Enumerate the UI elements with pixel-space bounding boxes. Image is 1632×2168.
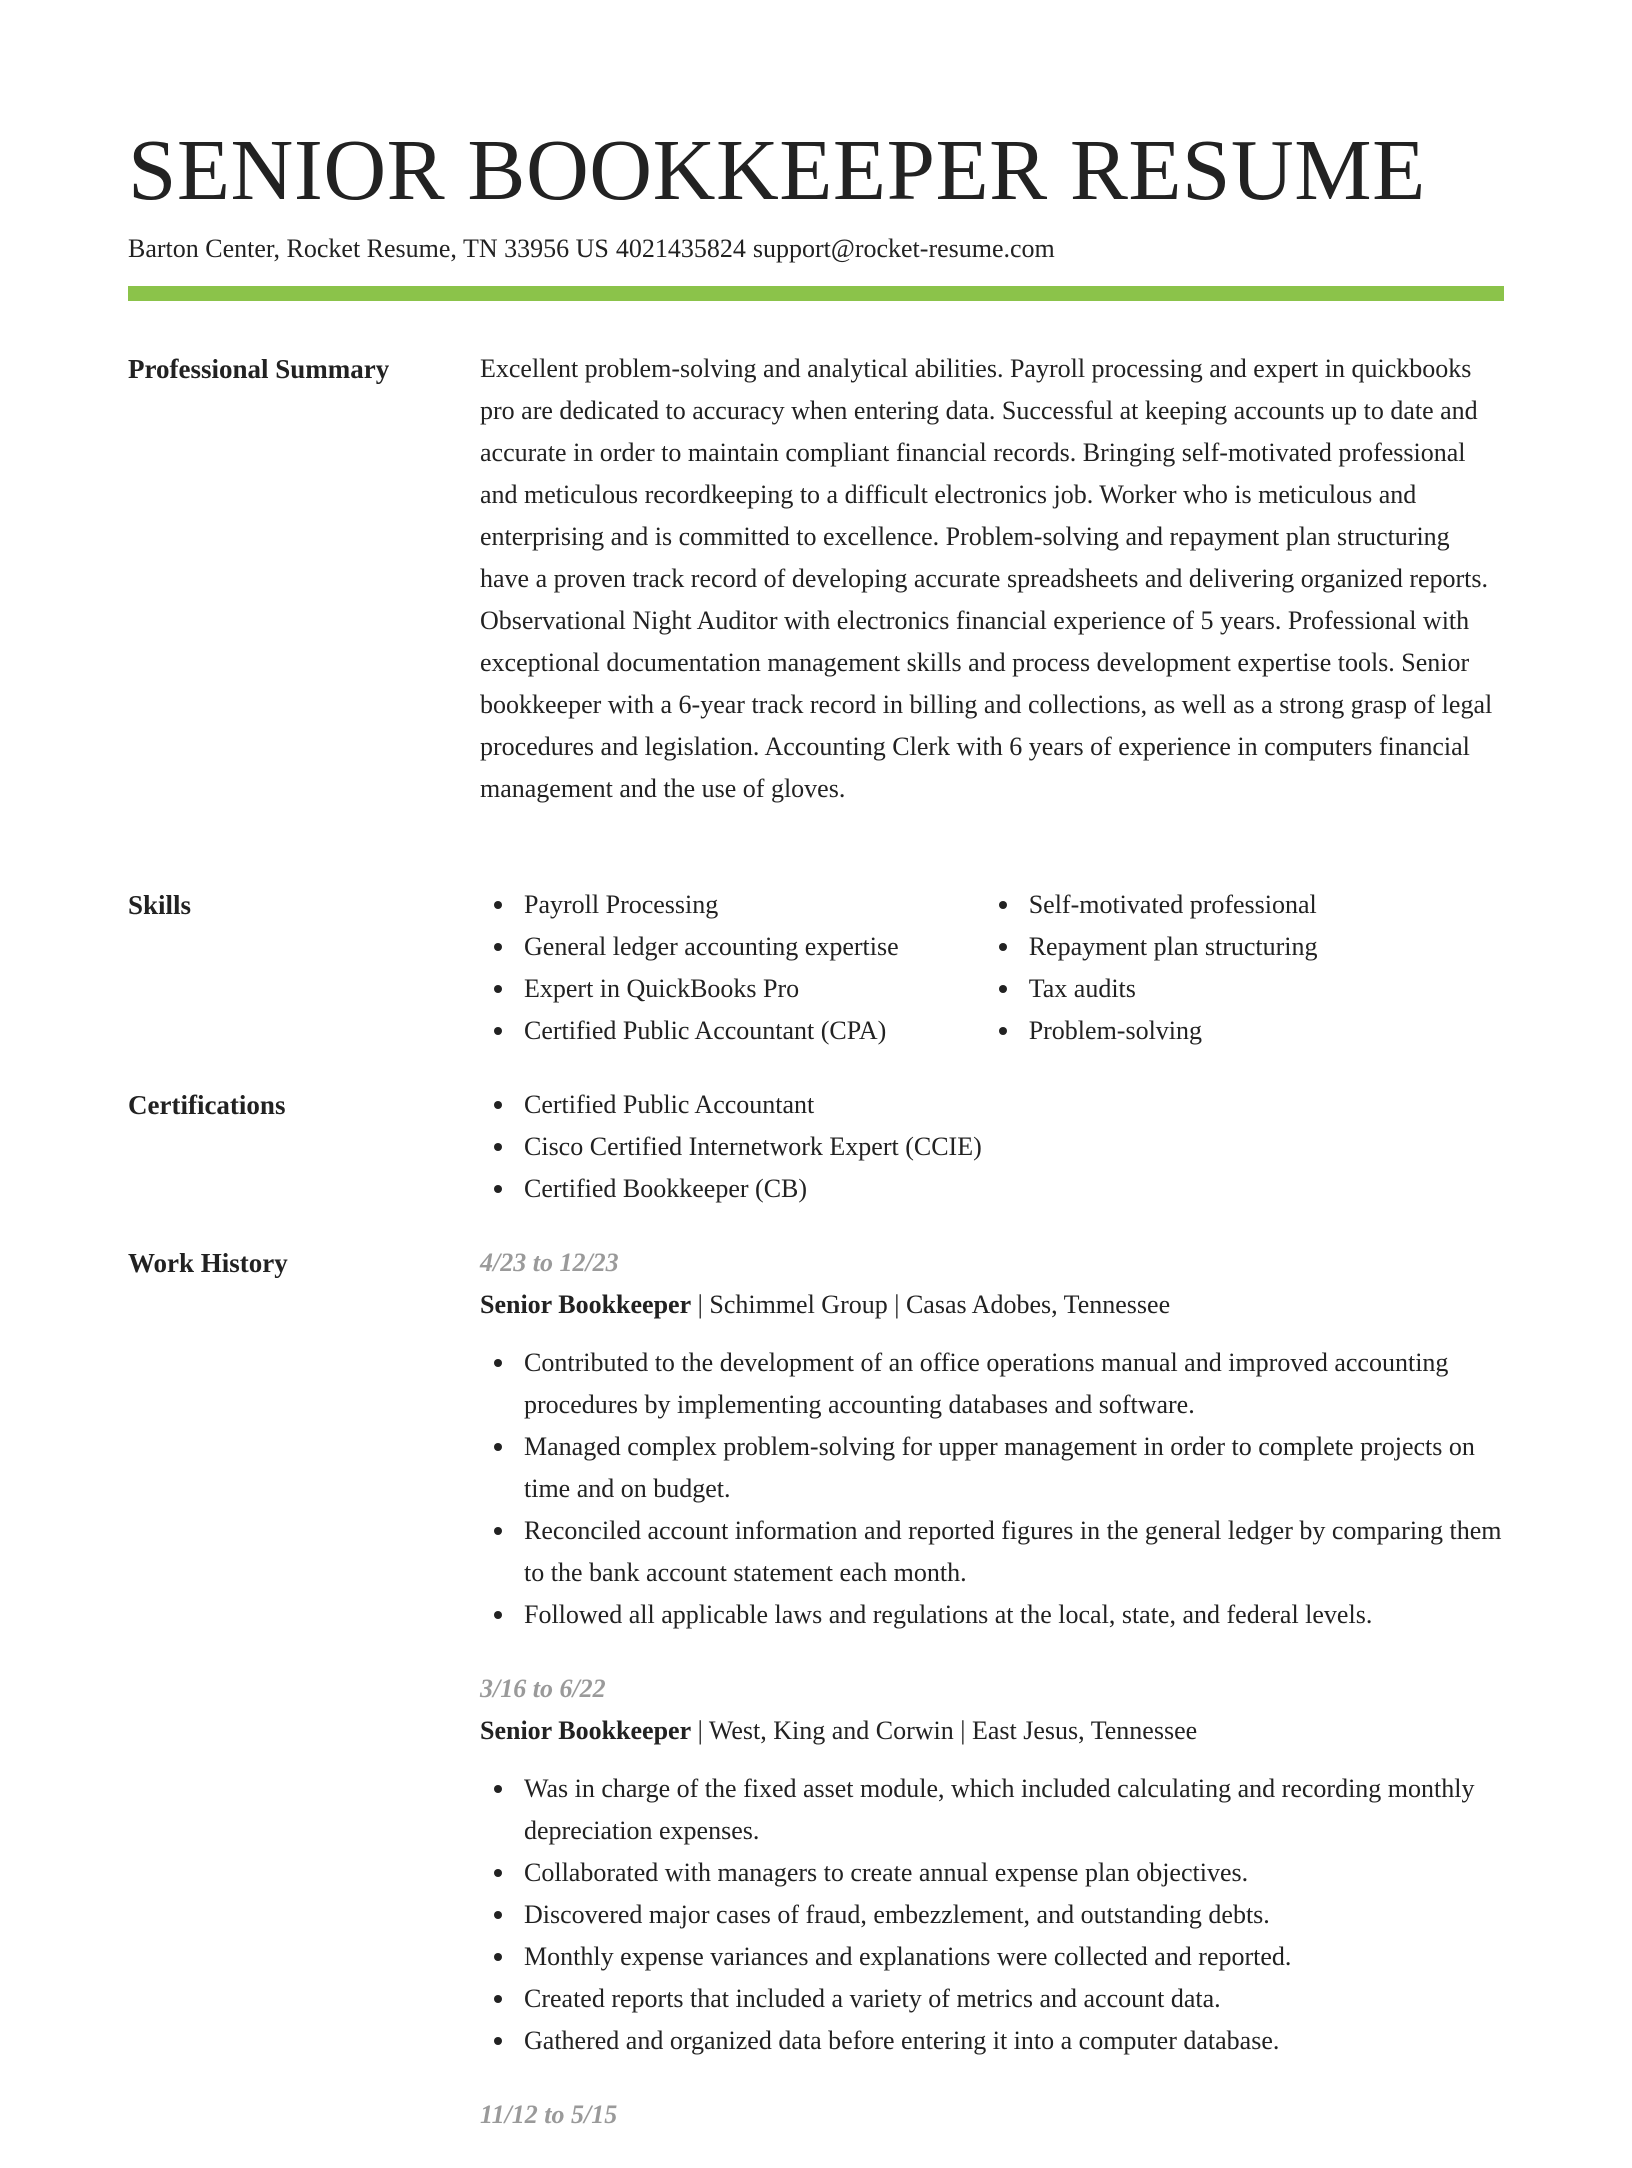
skill-item: Repayment plan structuring <box>1029 926 1504 968</box>
certifications-ul <box>480 1084 1504 1210</box>
certification-item: Certified Public Accountant <box>524 1084 1504 1126</box>
job-title: Senior Bookkeeper <box>480 1290 692 1319</box>
job-bullet: Gathered and organized data before entering it into a computer database. <box>524 2020 1504 2062</box>
skill-item: Certified Public Accountant (CPA) <box>524 1010 985 1052</box>
skill-item: Expert in QuickBooks Pro <box>524 968 985 1010</box>
job-dates: 11/12 to 5/15 <box>480 2100 618 2129</box>
contact-address: Barton Center, Rocket Resume, TN 33956 US <box>128 234 609 263</box>
skill-item: Problem-solving <box>1029 1010 1504 1052</box>
job-entry <box>480 2094 1504 2136</box>
certification-item: Certified Bookkeeper (CB) <box>524 1168 1504 1210</box>
summary-text: Excellent problem-solving and analytical abilities. Payroll processing and expert in quickbooks pro are dedicated to accuracy when entering data. Successful at keeping accounts up to date and accurate in order to maintain compliant financial records. Bringing self-motivated professional and meticulous recordkeeping to a difficult electronics job. Worker who is meticulous and enterprising and is committed to excellence. Problem-solving and repayment plan structuring have a proven track record of developing accurate spreadsheets and delivering organized reports. Observational Night Auditor with electronics financial experience of 5 years. Professional with exceptional documentation management skills and process development expertise tools. Senior bookkeeper with a 6-year track record in billing and collections, as well as a strong grasp of legal procedures and legislation. Accounting Clerk with 6 years of experience in computers financial management and the use of gloves. <box>480 354 1493 803</box>
skill-item: Payroll Processing <box>524 884 985 926</box>
job-bullet: Discovered major cases of fraud, embezzlement, and outstanding debts. <box>524 1894 1504 1936</box>
job-bullets <box>480 1342 1504 1636</box>
contact-line <box>128 233 1055 265</box>
job-bullet: Created reports that included a variety of metrics and account data. <box>524 1978 1504 2020</box>
job-bullet: Followed all applicable laws and regulations at the local, state, and federal levels. <box>524 1594 1504 1636</box>
work-history-heading: Work History <box>128 1248 288 1278</box>
skill-item: General ledger accounting expertise <box>524 926 985 968</box>
certifications-heading: Certifications <box>128 1090 286 1120</box>
job-location: Casas Adobes, Tennessee <box>905 1290 1171 1319</box>
work-history-body <box>480 1242 1504 2168</box>
job-bullet: Managed complex problem-solving for upper management in order to complete projects on time and on budget. <box>524 1426 1504 1510</box>
certification-item: Cisco Certified Internetwork Expert (CCIE) <box>524 1126 1504 1168</box>
skill-item: Tax audits <box>1029 968 1504 1010</box>
job-entry <box>480 1668 1504 2062</box>
job-bullet: Contributed to the development of an office operations manual and improved accounting procedures by implementing accounting databases and software. <box>524 1342 1504 1426</box>
job-bullet: Collaborated with managers to create annual expense plan objectives. <box>524 1852 1504 1894</box>
job-bullet: Was in charge of the fixed asset module, which included calculating and recording monthly depreciation expenses. <box>524 1768 1504 1852</box>
job-bullet: Monthly expense variances and explanations were collected and reported. <box>524 1936 1504 1978</box>
job-bullet: Reconciled account information and reported figures in the general ledger by comparing them to the bank account statement each month. <box>524 1510 1504 1594</box>
resume-title: SENIOR BOOKKEEPER RESUME <box>128 121 1426 218</box>
skills-heading: Skills <box>128 890 192 920</box>
summary-body <box>480 348 1504 810</box>
contact-phone: 4021435824 <box>615 234 746 263</box>
job-bullets <box>480 1768 1504 2062</box>
job-company: West, King and Corwin <box>708 1716 954 1745</box>
job-title: Senior Bookkeeper <box>480 1716 692 1745</box>
skill-item: Self-motivated professional <box>1029 884 1504 926</box>
job-entry <box>480 1242 1504 1636</box>
job-company: Schimmel Group <box>709 1290 888 1319</box>
job-title-line: Senior Bookkeeper | Schimmel Group | Casas Adobes, Tennessee <box>480 1290 1171 1319</box>
skills-column-2 <box>985 884 1504 1052</box>
job-dates: 3/16 to 6/22 <box>480 1674 606 1703</box>
skills-list <box>480 884 1504 1052</box>
summary-heading: Professional Summary <box>128 354 390 384</box>
job-title-line: Senior Bookkeeper | West, King and Corwin | East Jesus, Tennessee <box>480 1716 1198 1745</box>
header-divider <box>128 286 1504 301</box>
job-dates: 4/23 to 12/23 <box>480 1248 619 1277</box>
job-location: East Jesus, Tennessee <box>972 1716 1198 1745</box>
skills-column-1 <box>480 884 985 1052</box>
contact-email: support@rocket-resume.com <box>752 234 1055 263</box>
certifications-list <box>480 1084 1504 1210</box>
